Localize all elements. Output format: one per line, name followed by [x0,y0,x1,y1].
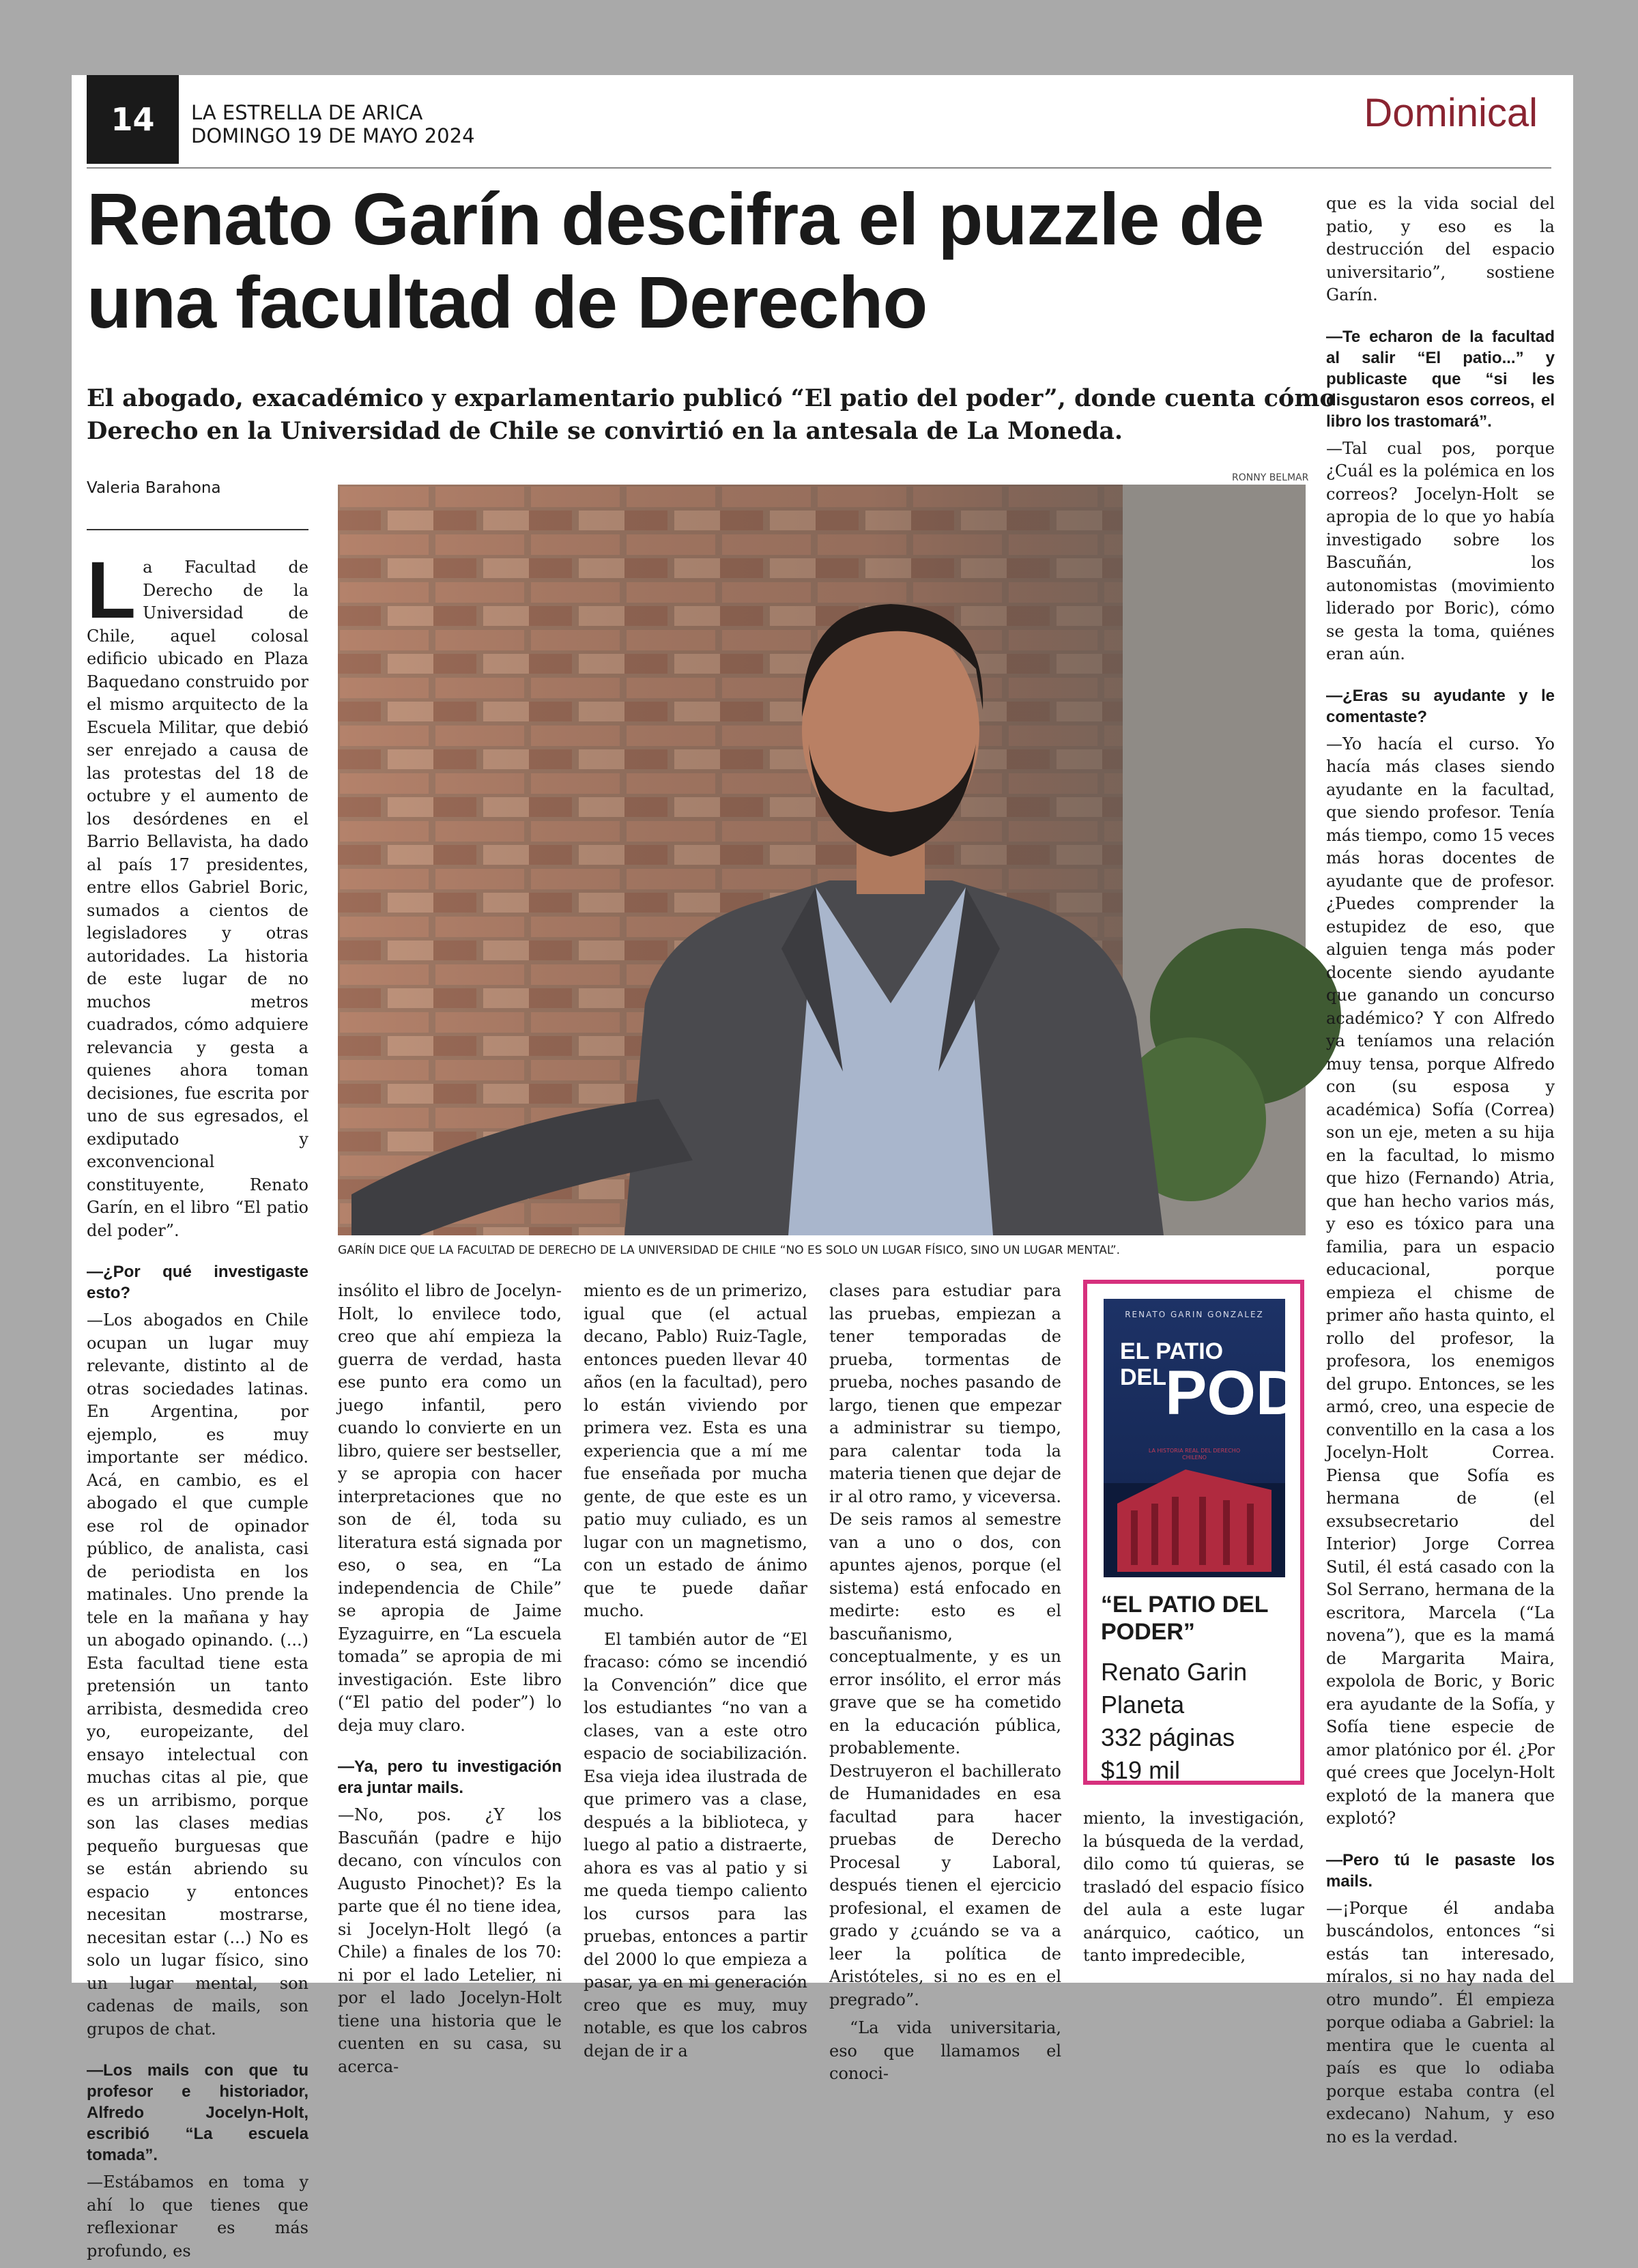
body-paragraph: que es la vida social del patio, y eso es la destrucción del espacio universitario”, sostiene Garín. [1326,194,1555,304]
lead-paragraph [87,545,308,1242]
interview-answer: —No, pos. ¿Y los Bascuñán (padre e hijo decano, con vínculos con Augusto Pinochet)? Es la parte que él no tiene idea, si Jocelyn-Holt llegó (a Chile) a finales de los 70: ni por el lado Letelier, ni por el lado Jocelyn-Holt tiene una historia que le cuenten en su casa, su acerca- [338,1805,562,2076]
interview-question: —¿Por qué investigaste esto? [87,1263,308,1302]
newspaper-page [72,75,1573,2260]
article-column-6 [1326,192,1555,2154]
body-paragraph: miento es de un primerizo, igual que (el actual decano, Pablo) Ruiz-Tagle, entonces pueden llevar 40 años (en la facultad), pero lo están viviendo por primera vez. Esta es una experiencia que a mí me fue enseñada por mucha gente, de que este es un patio muy culiado, es un lugar con un magnetismo, con un estado de ánimo que te puede dañar mucho. [584,1281,807,1620]
book-title: “EL PATIO DEL PODER” [1101,1592,1268,1645]
byline-divider [87,529,308,530]
interview-answer: —Los abogados en Chile ocupan un lugar muy relevante, distinto al de otras sociedades latinas. En Argentina, por ejemplo, es muy importante ser médico. Acá, en cambio, es el abogado el que cumple ese rol de opinador público, de analista, casi de periodista en los matinales. Uno prende la tele en la mañana y hay un abogado opinando. (...) Esta facultad tiene esta pretensión un tanto arribista, desmedida creo yo, europeizante, del ensayo intelectual con muchas citas al pie, que es un arribismo, porque son las clases medias pequeño burguesas que se están abriendo su espacio y entonces necesitan mostrarse, necesitan estar (...) No es solo un lugar físico, sino un lugar mental, son cadenas de mails, son grupos de chat. [87,1310,308,2039]
section-name: Dominical [1364,91,1538,135]
body-paragraph: “La vida universitaria, eso que llamamos el conoci- [829,2018,1061,2083]
body-paragraph: El también autor de “El fracaso: cómo se incendió la Convención” dice que los estudiantes “no van a clases, van a este otro espacio de sociabilización. Esa vieja idea ilustrada de que primero vas a clase, después a la biblioteca, y luego al patio a distraerte, ahora es vas al patio y si me queda tiempo caliento los cursos para las pruebas, entonces a partir del 2000 lo que empieza a pasar, ya en mi generación creo que es muy, muy notable, es que los cabros dejan de ir a [584,1629,807,2061]
issue-date: DOMINGO 19 DE MAYO 2024 [191,124,475,147]
byline: Valeria Barahona [87,479,221,497]
article-column-2 [338,1280,562,2084]
book-cover [1104,1299,1389,1577]
book-author: Renato Garin [1101,1658,1248,1686]
portrait-illustration [338,485,1306,1235]
article-column-5 [1083,1807,1304,1973]
masthead [191,101,475,147]
interview-question: —Ya, pero tu investigación era juntar mails. [338,1757,562,1797]
interview-answer: —Estábamos en toma y ahí lo que tienes que reflexionar es más profundo, es [87,2172,308,2260]
cover-title-line-3: PODER [1165,1358,1389,1428]
header-divider [87,167,1551,169]
page-number: 14 [87,75,179,164]
drop-cap: L [87,545,136,635]
interview-answer: —Tal cual pos, porque ¿Cuál es la polémica en los correos? Jocelyn-Holt se apropia de lo que yo había investigado sobre los Bascuñán, los autonomistas (movimiento liderado por Boric), cómo se gesta la toma, quiénes eran aún. [1326,438,1555,663]
photo-credit: RONNY BELMAR [1232,472,1309,483]
headline: Renato Garín descifra el puzzle de una facultad de Derecho [87,177,1264,343]
interview-question: —Pero tú le pasaste los mails. [1326,1850,1555,1891]
interview-answer: —¡Porque él andaba buscándolos, entonces “si estás tan interesado, míralos, si no hay nada del otro mundo”. Él empieza porque odiaba a Gabriel: la mentira que le cuenta al país es que lo odiaba porque estaba contra (el exdecano) Nahum, y eso no es la verdad. [1326,1898,1555,2147]
lead-text: a Facultad de Derecho de la Universidad de Chile, aquel colosal edificio ubicado en Plaza Baquedano construido por el mismo arquitecto de la Escuela Militar, que debió ser enrejado a causa de las protestas del 18 de octubre y el aumento de los desórdenes en el Barrio Bellavista, ha dado al país 17 presidentes, entre ellos Gabriel Boric, sumados a cientos de legisladores y otras autoridades. La historia de este lugar de no muchos metros cuadrados, cómo adquiere relevancia y gesta a quienes ahora toman decisiones, fue escrita por uno de sus egresados, el exdiputado y exconvencional constituyente, Renato Garín, en el libro “El patio del poder”. [87,558,308,1240]
body-paragraph: miento, la investigación, la búsqueda de la verdad, dilo como tú quieras, se trasladó del espacio físico del aula a este lugar anárquico, caótico, un tanto impredecible, [1083,1809,1304,1965]
deck: El abogado, exacadémico y exparlamentario publicó “El patio del poder”, donde cuenta cómo Derecho en la Universidad de Chile se convirtió en la antesala de La Moneda. [87,384,1336,445]
article-column-3 [584,1280,807,2068]
body-paragraph: insólito el libro de Jocelyn-Holt, lo envilece todo, creo que ahí empieza la guerra de verdad, hasta ese punto era como un juego infantil, pero cuando lo convierte en un libro, quiere ser bestseller, y se apropia con hacer interpretaciones que no son de él, toda su literatura está signada por eso, o sea, en “La independencia de Chile” se apropia de Jaime Eyzaguirre, en “La escuela tomada” se apropia de mi investigación. Este libro (“El patio del poder”) lo deja muy claro. [338,1281,562,1735]
interview-question: —Te echaron de la facultad al salir “El patio...” y publicaste que “si les disgustaron esos correos, el libro los trastomará”. [1326,327,1555,431]
book-publisher: Planeta [1101,1691,1185,1719]
interview-question: —Los mails con que tu profesor e historiador, Alfredo Jocelyn-Holt, escribió “La escuela tomada”. [87,2061,308,2164]
cover-title-line-2: DEL [1120,1364,1166,1390]
book-price: $19 mil [1101,1756,1181,1784]
cover-subtitle: LA HISTORIA REAL DEL DERECHO CHILENO [1148,1448,1241,1461]
portrait-photo [338,485,1306,1235]
cover-author: RENATO GARIN GONZALEZ [1125,1310,1264,1319]
book-pages: 332 páginas [1101,1723,1235,1751]
book-info-box [1083,1280,1389,1785]
body-paragraph: clases para estudiar para las pruebas, empiezan a tener temporadas de prueba, tormentas de prueba, noches pasando de largo, tienen que empezar a administrar su tiempo, para calentar toda la materia tienen que dejar de ir al otro ramo, y viceversa. De seis ramos al semestre van a uno o dos, con apuntes ajenos, porque (el sistema) está enfocado en medirte: esto es el bascuñanismo, conceptualmente, y es un error insólito, el error más grave que se ha cometido en la educación pública, probablemente. Destruyeron el bachillerato de Humanidades en esa facultad para hacer pruebas de Derecho Procesal y Laboral, después tienen el ejercicio profesional, el examen de grado y ¿cuándo se va a leer la política de Aristóteles, si no es en el pregrado”. [829,1281,1061,2009]
interview-answer: —Yo hacía el curso. Yo hacía más clases siendo ayudante en la facultad, que siendo profesor. Tenía más tiempo, como 15 veces más horas docentes de ayudante que de profesor. ¿Puedes comprender la estupidez de eso, que alguien tenga más poder docente siendo ayudante que ganando un concurso académico? Y con Alfredo ya teníamos una relación muy tensa, porque Alfredo con (su esposa y académica) Sofía (Correa) son un eje, meten a su hija en la facultad, lo mismo que hizo (Fernando) Atria, que han hecho varios más, y eso es tóxico para una familia, para un espacio educacional, porque empieza el chisme de primer año hasta quinto, el rollo del profesor, la profesora, los enemigos del grupo. Entonces, se les armó, creo, una especie de conventillo en la casa a los Jocelyn-Holt Correa. Piensa que Sofía es hermana de (el exsubsecretario del Interior) Jorge Correa Sutil, él está casado con la Sol Serrano, hermana de la escritora, Marcela (“La novena”), que es la mamá de Margarita Maira, expolola de Boric, y Boric era ayudante de la Sofía, y Sofía tiene especie de amor platónico por él. ¿Por qué crees que Jocelyn-Holt explotó de la manera que explotó? [1326,734,1555,1828]
newspaper-name: LA ESTRELLA DE ARICA [191,101,423,124]
article-column-4 [829,1280,1061,2091]
book-details [1101,1656,1247,1787]
cover-title-line-1: EL PATIO [1120,1338,1224,1364]
article-column-1 [87,545,308,2268]
photo-caption: GARÍN DICE QUE LA FACULTAD DE DERECHO DE LA UNIVERSIDAD DE CHILE “NO ES SOLO UN LUGAR FÍSICO, SINO UN LUGAR MENTAL”. [338,1244,1121,1257]
interview-question: —¿Eras su ayudante y le comentaste? [1326,686,1555,726]
